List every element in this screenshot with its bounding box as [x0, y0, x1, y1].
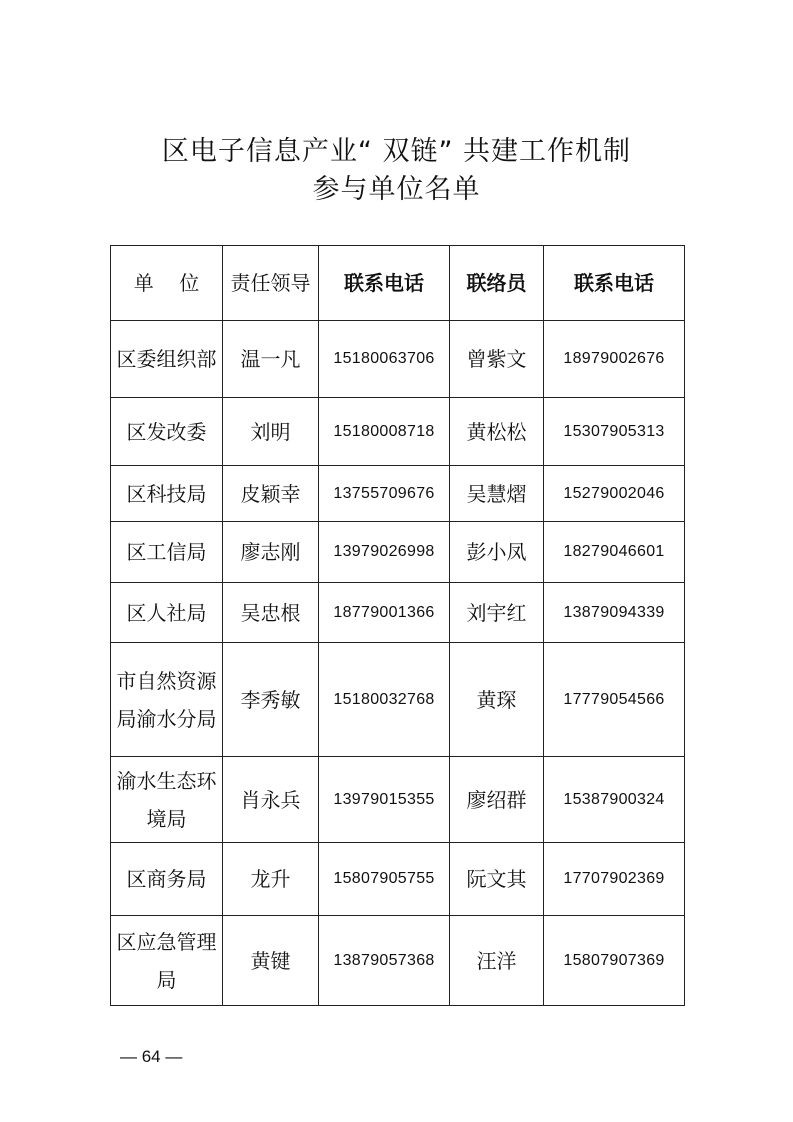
unit-cell: 区人社局	[111, 583, 223, 643]
header-unit: 单 位	[111, 246, 223, 321]
phone-cell: 15307905313	[544, 398, 685, 466]
contact-cell: 阮文其	[450, 843, 544, 916]
document-title-line2: 参与单位名单	[312, 174, 481, 205]
table-row	[111, 643, 685, 757]
contact-cell: 廖绍群	[450, 757, 544, 843]
leader-cell: 皮颖幸	[223, 466, 319, 522]
contact-cell: 黄松松	[450, 398, 544, 466]
phone-cell: 15387900324	[544, 757, 685, 843]
contact-cell: 黄琛	[450, 643, 544, 757]
table-row	[111, 583, 685, 643]
header-phone-1: 联系电话	[319, 246, 450, 321]
header-contact: 联络员	[450, 246, 544, 321]
phone-cell: 18779001366	[319, 583, 450, 643]
phone-cell: 15180008718	[319, 398, 450, 466]
phone-cell: 13979026998	[319, 522, 450, 583]
phone-cell: 15279002046	[544, 466, 685, 522]
table-row	[111, 522, 685, 583]
leader-cell: 吴忠根	[223, 583, 319, 643]
contact-cell: 汪洋	[450, 916, 544, 1006]
leader-cell: 温一凡	[223, 321, 319, 398]
phone-cell: 13879094339	[544, 583, 685, 643]
unit-cell: 区科技局	[111, 466, 223, 522]
unit-cell: 区应急管理局	[111, 916, 223, 1006]
table-row	[111, 757, 685, 843]
header-phone-2: 联系电话	[544, 246, 685, 321]
unit-cell: 区发改委	[111, 398, 223, 466]
table-header-row	[111, 246, 685, 321]
unit-cell: 区商务局	[111, 843, 223, 916]
phone-cell: 13879057368	[319, 916, 450, 1006]
phone-cell: 18279046601	[544, 522, 685, 583]
document-title-line1: 区电子信息产业“ 双链” 共建工作机制	[161, 136, 632, 167]
table-row	[111, 398, 685, 466]
phone-cell: 17707902369	[544, 843, 685, 916]
unit-cell: 渝水生态环境局	[111, 757, 223, 843]
phone-cell: 15180032768	[319, 643, 450, 757]
contact-cell: 吴慧熠	[450, 466, 544, 522]
contact-cell: 刘宇红	[450, 583, 544, 643]
leader-cell: 黄键	[223, 916, 319, 1006]
leader-cell: 廖志刚	[223, 522, 319, 583]
unit-cell: 区委组织部	[111, 321, 223, 398]
phone-cell: 13755709676	[319, 466, 450, 522]
phone-cell: 15807907369	[544, 916, 685, 1006]
table-row	[111, 321, 685, 398]
header-leader: 责任领导	[223, 246, 319, 321]
phone-cell: 18979002676	[544, 321, 685, 398]
leader-cell: 刘明	[223, 398, 319, 466]
phone-cell: 17779054566	[544, 643, 685, 757]
leader-cell: 龙升	[223, 843, 319, 916]
unit-cell: 市自然资源局渝水分局	[111, 643, 223, 757]
contact-cell: 彭小凤	[450, 522, 544, 583]
page-number: — 64 —	[120, 1047, 183, 1066]
table-row	[111, 843, 685, 916]
leader-cell: 李秀敏	[223, 643, 319, 757]
contact-cell: 曾紫文	[450, 321, 544, 398]
phone-cell: 15807905755	[319, 843, 450, 916]
unit-cell: 区工信局	[111, 522, 223, 583]
unit-list-table	[110, 245, 685, 1006]
table-row	[111, 466, 685, 522]
phone-cell: 13979015355	[319, 757, 450, 843]
leader-cell: 肖永兵	[223, 757, 319, 843]
table-row	[111, 916, 685, 1006]
phone-cell: 15180063706	[319, 321, 450, 398]
